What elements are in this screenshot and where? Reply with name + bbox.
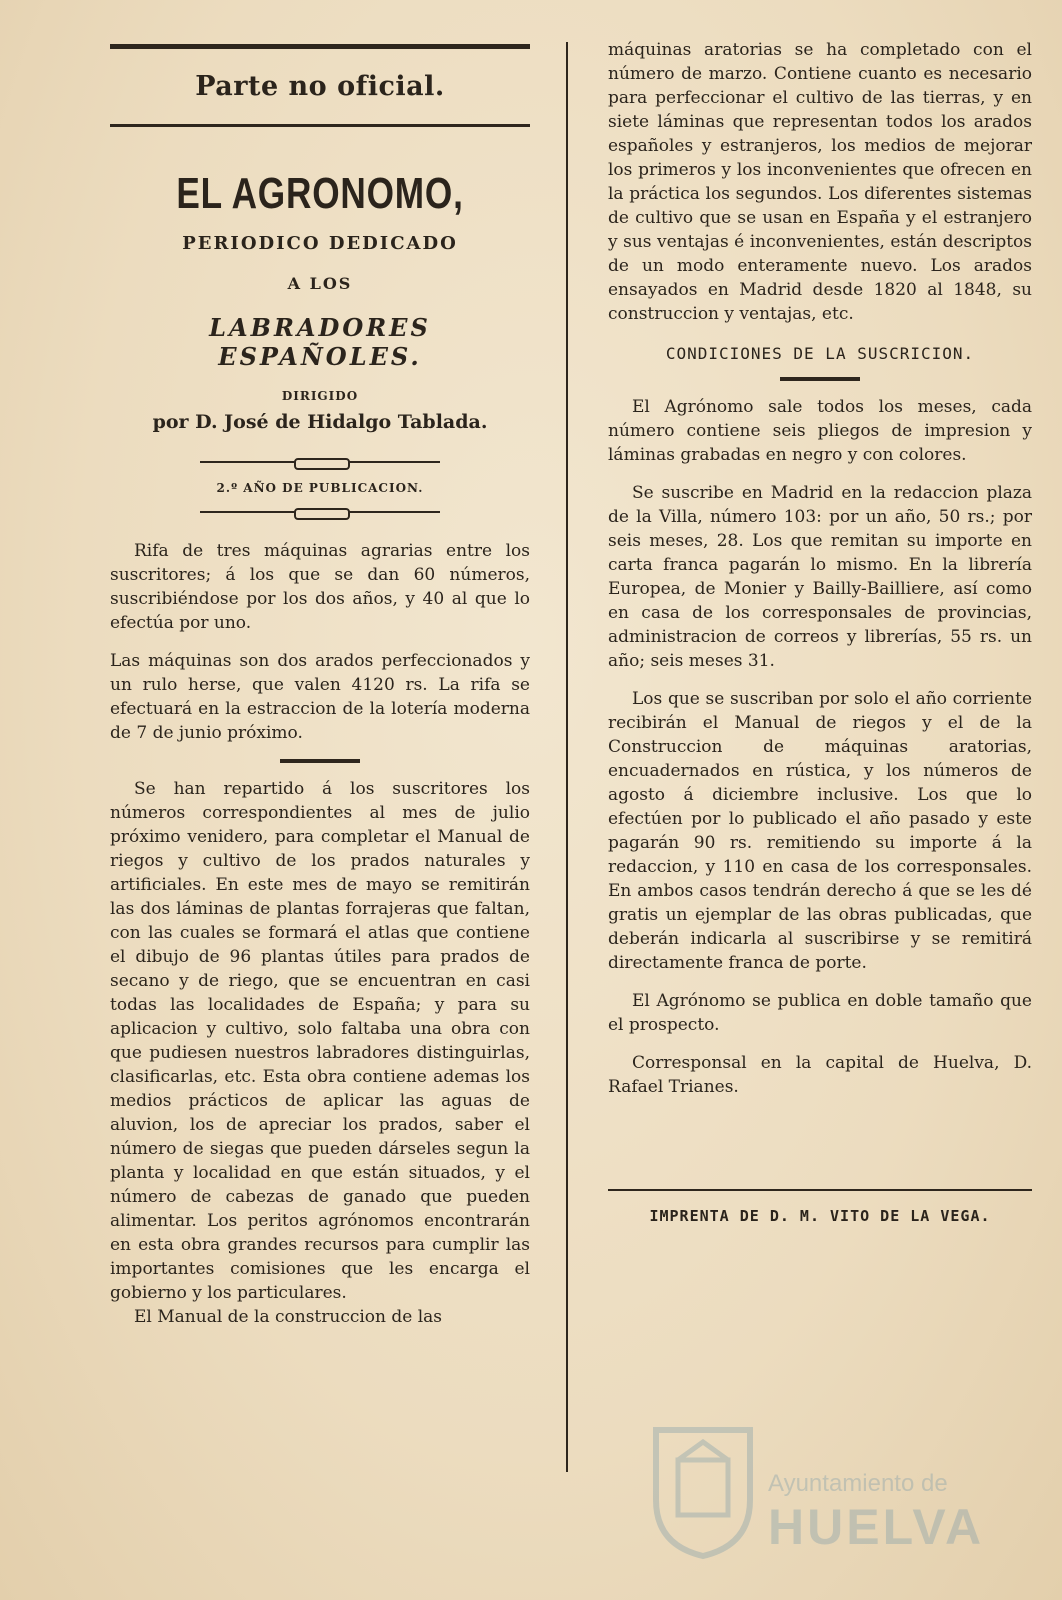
section-heading: Parte no oficial. [195, 71, 445, 102]
masthead-title: EL AGRONOMO, [176, 169, 464, 218]
archive-watermark [648, 1420, 1008, 1570]
paragraph-ano-corriente: Los que se suscriban por solo el año corriente recibirán el Manual de riegos y el de la Construccion de máquinas aratorias, encuadernados en rústica, y los números de agosto á diciembre inclusive. Los que lo efectúen por lo publicado el año pasado y este pagarán 90 rs. remitiendo su importe á la redaccion, y 110 en casa de los corresponsales. En ambos casos tendrán derecho á que se les dé gratis un ejemplar de las obras publicadas, que deberán indicarla al suscribirse y se remitirá directamente franca de porte. [608, 689, 1032, 973]
masthead-subtitle: PERIODICO DEDICADO [182, 233, 458, 254]
paragraph-sale: El Agrónomo sale todos los meses, cada número contiene seis pliegos de impresion y láminas grabadas en negro y con colores. [608, 397, 1032, 465]
masthead-author: por D. José de Hidalgo Tablada. [152, 411, 488, 433]
conditions-heading: CONDICIONES DE LA SUSCRICION. [665, 344, 975, 363]
right-column [608, 38, 1032, 1225]
paragraph-suscribe: Se suscribe en Madrid en la redaccion plaza de la Villa, número 103: por un año, 50 rs.; por seis meses, 28. Los que remitan su importe en carta franca pagarán lo mismo. En la librería Europea, de Monier y Bailly-Bailliere, así como en casa de los corresponsales de provincias, administracion de correos y librerías, 55 rs. un año; seis meses 31. [608, 483, 1032, 671]
watermark-line2: HUELVA [768, 1499, 985, 1555]
watermark-line1: Ayuntamiento de [768, 1470, 948, 1497]
imprint: IMPRENTA DE D. M. VITO DE LA VEGA. [649, 1207, 991, 1225]
masthead-labradores: LABRADORES ESPAÑOLES. [209, 313, 431, 371]
paragraph-aratorias: máquinas aratorias se ha completado con el número de marzo. Contiene cuanto es necesario para perfeccionar el cultivo de las tierras, y en siete láminas que representan todos los arados españoles y estranjeros, los medios de mejorar los primeros y los inconvenientes que ofrecen en la práctica los segundos. Los diferentes sistemas de cultivo que se usan en España y el estranjero y sus ventajas é inconvenientes, están descriptos de un modo enteramente nuevo. Los arados ensayados en Madrid desde 1820 al 1848, su construccion y ventajas, etc. [608, 40, 1032, 324]
column-divider [566, 42, 568, 1472]
paragraph-maquinas: Las máquinas son dos arados perfeccionados y un rulo herse, que valen 4120 rs. La rifa se efectuará en la estraccion de la lotería moderna de 7 de junio próximo. [110, 651, 530, 743]
imprint-rule [608, 1189, 1032, 1191]
publication-year: 2.º AÑO DE PUBLICACION. [216, 481, 424, 495]
masthead-dirigido: DIRIGIDO [281, 389, 359, 403]
city-shield-icon [648, 1420, 758, 1560]
masthead-a-los: A LOS [287, 274, 353, 293]
left-column [110, 38, 530, 1329]
top-rule [110, 44, 530, 49]
paragraph-corresponsal: Corresponsal en la capital de Huelva, D. Rafael Trianes. [608, 1053, 1032, 1097]
ornament-rule [200, 507, 440, 517]
paragraph-manual: El Manual de la construccion de las [134, 1307, 443, 1327]
ornament-rule [200, 457, 440, 467]
heading-rule [110, 124, 530, 127]
separator-rule [280, 759, 360, 763]
paragraph-rifa: Rifa de tres máquinas agrarias entre los suscritores; á los que se dan 60 números, suscribiéndose por los dos años, y 40 al que lo efectúa por uno. [110, 541, 530, 633]
paragraph-repartido: Se han repartido á los suscritores los números correspondientes al mes de julio próximo venidero, para completar el Manual de riegos y cultivo de los prados naturales y artificiales. En este mes de mayo se remitirán las dos láminas de plantas forrajeras que faltan, con las cuales se formará el atlas que contiene el dibujo de 96 plantas útiles para prados de secano y de riego, que se encuentran en casi todas las localidades de España; y para su aplicacion y cultivo, solo faltaba una obra con que pudiesen nuestros labradores distinguirlas, clasificarlas, etc. Esta obra contiene ademas los medios prácticos de aplicar las aguas de aluvion, los de apreciar los prados, saber el número de siegas que pueden dárseles segun la planta y localidad en que están situados, y el número de cabezas de ganado que pueden alimentar. Los peritos agrónomos encontrarán en esta obra grandes recursos para cumplir las importantes comisiones que les encarga el gobierno y los particulares. [110, 779, 530, 1303]
separator-rule [780, 377, 860, 381]
paragraph-doble-tamano: El Agrónomo se publica en doble tamaño que el prospecto. [608, 991, 1032, 1035]
